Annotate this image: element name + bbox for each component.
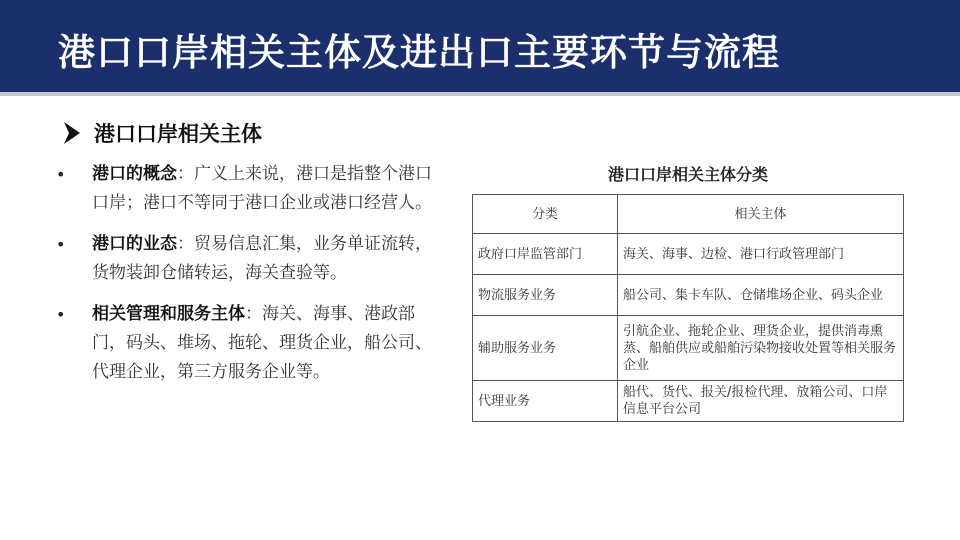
table-cell-entities: 船代、货代、报关/报检代理、放箱公司、口岸信息平台公司 (618, 381, 904, 422)
bullet-text: 海关、海事、港政部门，码头、堆场、拖轮、理货企业，船公司、代理企业，第三方服务企业等。 (92, 304, 432, 382)
section-heading-text: 港口口岸相关主体 (94, 122, 262, 146)
table-cell-entities: 海关、海事、边检、港口行政管理部门 (618, 234, 904, 275)
bullet-dot: • (56, 165, 66, 184)
bullet-body (92, 300, 438, 387)
bullet-list (56, 160, 446, 399)
bullet-separator: ： (177, 164, 194, 184)
table-title: 港口口岸相关主体分类 (607, 165, 768, 184)
list-item (56, 300, 446, 387)
title-bar (0, 0, 960, 96)
bullet-term: 港口的业态 (92, 234, 177, 254)
table-row (473, 381, 904, 422)
list-item (56, 230, 446, 288)
list-item (56, 160, 446, 218)
arrowhead-icon (62, 120, 82, 146)
bullet-dot: • (56, 235, 66, 254)
bullet-term: 相关管理和服务主体 (92, 304, 245, 324)
bullet-text: 贸易信息汇集，业务单证流转，货物装卸仓储转运，海关查验等。 (92, 234, 432, 283)
bullet-separator: ： (245, 304, 262, 324)
slide-title: 港口口岸相关主体及进出口主要环节与流程 (58, 31, 780, 74)
table-cell-entities: 船公司、集卡车队、仓储堆场企业、码头企业 (618, 275, 904, 316)
table-cell-category: 代理业务 (473, 381, 618, 422)
table-cell-category: 物流服务业务 (473, 275, 618, 316)
bullet-text: 广义上来说，港口是指整个港口口岸；港口不等同于港口企业或港口经营人。 (92, 164, 432, 213)
section-heading (62, 118, 262, 148)
table-cell-entities: 引航企业、拖轮企业、理货企业，提供消毒熏蒸、船舶供应或船舶污染物接收处置等相关服务企业 (618, 316, 904, 381)
table-header-entities: 相关主体 (618, 195, 904, 234)
bullet-dot: • (56, 305, 66, 324)
table-header-row (473, 195, 904, 234)
table-row (473, 234, 904, 275)
bullet-term: 港口的概念 (92, 164, 177, 184)
table-header-category: 分类 (473, 195, 618, 234)
table-row (473, 275, 904, 316)
table-cell-category: 政府口岸监管部门 (473, 234, 618, 275)
table-cell-category: 辅助服务业务 (473, 316, 618, 381)
bullet-body (92, 230, 438, 288)
bullet-separator: ： (177, 234, 194, 254)
entity-table (472, 194, 904, 422)
bullet-body (92, 160, 438, 218)
table-row (473, 316, 904, 381)
